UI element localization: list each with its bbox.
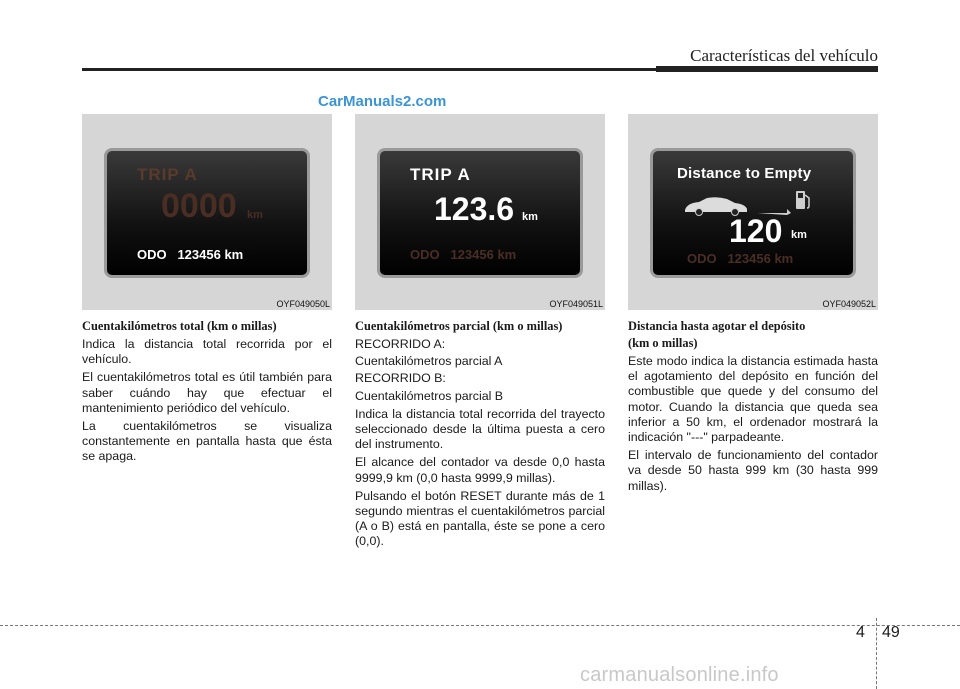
footer-rule	[0, 625, 960, 626]
section-odometer	[82, 318, 332, 468]
figure-odometer	[82, 114, 332, 310]
display-screen	[104, 148, 310, 278]
footer-divider	[876, 618, 877, 689]
header-rule-accent	[656, 66, 878, 72]
figure-code: OYF049051L	[549, 299, 603, 309]
list-line: RECORRIDO A:	[355, 337, 446, 351]
paragraph: El intervalo de funcionamiento del contador va desde 50 hasta 999 km (30 hasta 999 millas).	[628, 448, 878, 493]
screen-value: 123.6	[434, 191, 515, 227]
watermark-logo-bottom: carmanualsonline.info	[580, 664, 779, 686]
section-heading: Cuentakilómetros parcial (km o millas)	[355, 319, 563, 333]
screen-title: TRIP A	[137, 165, 198, 184]
screen-unit: km	[247, 209, 263, 221]
figure-trip	[355, 114, 605, 310]
fuel-pump-icon	[795, 189, 811, 211]
section-tripmeter	[355, 318, 605, 553]
paragraph: Pulsando el botón RESET durante más de 1 segundo mientras el cuentakilómetros parcial (A o B) está en pantalla, éste se pone a cero (0,0).	[355, 488, 605, 549]
list-line: Cuentakilómetros parcial A	[355, 354, 503, 369]
figure-distance-to-empty	[628, 114, 878, 310]
paragraph: El cuentakilómetros total es útil también para saber cuándo hay que efectuar el mantenimiento periódico del vehículo.	[82, 370, 332, 415]
screen-odo: ODO 123456 km	[137, 247, 244, 262]
paragraph: La cuentakilómetros se visualiza constantemente en pantalla hasta que ésta se apaga.	[82, 419, 332, 464]
page-number: 49	[882, 624, 900, 641]
screen-title: Distance to Empty	[677, 165, 812, 182]
screen-odo: ODO 123456 km	[687, 251, 794, 266]
screen-odo: ODO 123456 km	[410, 247, 517, 262]
screen-title: TRIP A	[410, 165, 471, 184]
paragraph: Indica la distancia total recorrida por el vehículo.	[82, 337, 332, 367]
figure-code: OYF049052L	[822, 299, 876, 309]
paragraph: El alcance del contador va desde 0,0 hasta 9999,9 km (0,0 hasta 9999,9 millas).	[355, 455, 605, 485]
screen-unit: km	[522, 211, 538, 223]
display-screen	[377, 148, 583, 278]
watermark-logo-top: CarManuals2.com	[318, 93, 447, 110]
list-line: RECORRIDO B:	[355, 371, 446, 386]
list-line: Cuentakilómetros parcial B	[355, 388, 504, 403]
screen-value: 120	[729, 213, 783, 249]
figure-code: OYF049050L	[276, 299, 330, 309]
page-header-title: Características del vehículo	[690, 46, 878, 65]
display-screen	[650, 148, 856, 278]
section-heading: Distancia hasta agotar el depósito	[628, 319, 806, 333]
paragraph: Indica la distancia total recorrida del trayecto seleccionado desde la última puesta a cero del instrumento.	[355, 406, 605, 452]
screen-unit: km	[791, 229, 807, 241]
section-subheading: (km o millas)	[628, 336, 698, 350]
paragraph: Este modo indica la distancia estimada hasta el agotamiento del depósito en función del combustible que quede y del consumo del motor. Cuando la distancia que queda sea inferior a 50 km, el ordenador mostrará la indicación "---" parpadeante.	[628, 354, 878, 445]
chapter-number: 4	[856, 624, 865, 641]
screen-value: 0000	[161, 187, 237, 225]
section-distance-to-empty	[628, 318, 878, 497]
section-heading: Cuentakilómetros total (km o millas)	[82, 319, 277, 333]
